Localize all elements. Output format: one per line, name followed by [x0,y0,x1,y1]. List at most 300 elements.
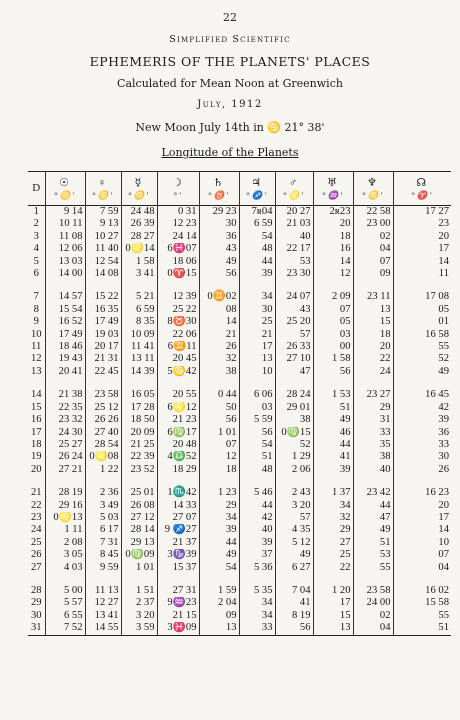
longitude-cell: 1 20 [313,574,353,597]
longitude-cell: 23 11 [353,280,393,303]
longitude-cell: 12 27 [85,597,121,609]
longitude-cell: 2 06 [275,464,313,476]
day-cell: 17 [30,426,42,438]
longitude-cell: 6 55 [45,610,85,622]
longitude-cell: 6 27 [275,562,313,574]
longitude-cell: 7 59 [85,206,121,219]
longitude-cell: 39 [393,414,451,426]
longitude-cell: 52 [393,353,451,365]
table-row [28,341,451,353]
longitude-cell: 23 [393,218,451,230]
longitude-cell: 11 [393,268,451,280]
column-header [199,172,239,206]
section-heading [0,146,460,159]
longitude-cell: 14 [199,316,239,328]
longitude-cell: 13 [239,353,275,365]
section-heading-text: Longitude of the Planets [161,146,299,159]
day-cell: 26 [30,549,42,561]
longitude-cell: 3 05 [45,549,85,561]
longitude-cell: 33 [239,622,275,635]
longitude-cell: 7 04 [275,574,313,597]
longitude-cell: 51 [313,402,353,414]
longitude-cell: 13 [199,622,239,635]
planet-symbol: ☽ [172,176,182,189]
longitude-cell: 1 58 [313,353,353,365]
longitude-cell: 27 31 [157,574,199,597]
longitude-cell: 33 [393,439,451,451]
longitude-cell: 20 55 [157,378,199,401]
longitude-cell: 29 13 [121,537,157,549]
longitude-cell: 52 [275,439,313,451]
longitude-cell: 56 [199,414,239,426]
longitude-cell: 26 24 [45,451,85,463]
table-row [28,610,451,622]
longitude-cell: 18 50 [121,414,157,426]
longitude-cell: 48 [239,464,275,476]
longitude-cell: 35 [353,439,393,451]
longitude-cell: 46 [313,427,353,439]
longitude-cell: 25 27 [45,439,85,451]
column-header [85,172,121,206]
longitude-cell: 11 41 [121,341,157,353]
longitude-cell: 0♊02 [199,280,239,303]
longitude-cell: 24 07 [275,280,313,303]
longitude-cell: 34 [313,500,353,512]
longitude-cell: 23 58 [85,378,121,401]
day-cell: 5 [33,255,39,267]
longitude-cell: 14 39 [121,366,157,378]
longitude-cell: 39 [239,537,275,549]
day-cell: 10 [30,328,42,340]
column-units: ° ♋ ' [361,190,383,200]
longitude-cell: 54 [239,231,275,243]
column-units: ° ♌ ' [282,190,304,200]
column-header [313,172,353,206]
longitude-cell: 18 [353,329,393,341]
longitude-cell: 34 [239,280,275,303]
ephemeris-table [28,171,451,636]
table-row [28,329,451,341]
longitude-cell: 29 23 [199,206,239,219]
longitude-cell: 43 [199,243,239,255]
longitude-cell: 15 58 [393,597,451,609]
longitude-cell: 2 36 [85,476,121,499]
longitude-cell: 57 [275,512,313,524]
longitude-cell: 9 13 [85,218,121,230]
longitude-cell: 28 24 [275,378,313,401]
day-cell: 1 [33,206,39,217]
longitude-cell: 21 15 [157,610,199,622]
longitude-cell: 2 09 [313,280,353,303]
longitude-cell: 40 [275,231,313,243]
longitude-cell: 57 [275,329,313,341]
longitude-cell: 21 31 [85,353,121,365]
longitude-cell: 16 58 [393,329,451,341]
longitude-cell: 24 48 [121,206,157,219]
longitude-cell: 1 53 [313,378,353,401]
longitude-cell: 03 [313,329,353,341]
longitude-cell: 49 [353,524,393,536]
table-row [28,537,451,549]
longitude-cell: 20 48 [157,439,199,451]
table-row [28,414,451,426]
longitude-cell: 24 00 [353,597,393,609]
longitude-cell: 03 [239,402,275,414]
longitude-cell: 14 57 [45,280,85,303]
longitude-cell: 3 59 [121,622,157,635]
longitude-cell: 33 [353,427,393,439]
longitude-cell: 4 03 [45,562,85,574]
longitude-cell: 40 [239,524,275,536]
longitude-cell: 15 [313,610,353,622]
longitude-cell: 16 45 [393,378,451,401]
longitude-cell: 14 33 [157,500,199,512]
planet-symbol: D [32,182,41,195]
longitude-cell: 22 06 [157,329,199,341]
longitude-cell: 39 [239,268,275,280]
column-header [45,172,85,206]
longitude-cell: 2 43 [275,476,313,499]
longitude-cell: 34 [199,512,239,524]
longitude-cell: 6 17 [85,524,121,536]
longitude-cell: 49 [199,256,239,268]
longitude-cell: 12 [313,268,353,280]
longitude-cell: 0♍09 [121,549,157,561]
longitude-cell: 43 [275,304,313,316]
longitude-cell: 1 22 [85,464,121,476]
longitude-cell: 17 08 [393,280,451,303]
longitude-cell: 44 [313,439,353,451]
longitude-cell: 26 08 [121,500,157,512]
longitude-cell: 3 20 [121,610,157,622]
table-row [28,439,451,451]
longitude-cell: 1 29 [275,451,313,463]
table-row [28,243,451,255]
longitude-cell: 34 [239,610,275,622]
day-cell: 27 [30,561,42,573]
longitude-cell: 49 [199,549,239,561]
longitude-cell: 7ʀ04 [239,206,275,219]
longitude-cell: 10 11 [45,218,85,230]
longitude-cell: 12 06 [45,243,85,255]
table-row [28,476,451,499]
longitude-cell: 16 02 [393,574,451,597]
longitude-cell: 21 37 [157,537,199,549]
longitude-cell: 07 [393,549,451,561]
day-cell: 28 [30,584,42,596]
page-subtitle: Calculated for Mean Noon at Greenwich [117,77,343,90]
longitude-cell: 21 23 [157,414,199,426]
longitude-cell: 2ʀ23 [313,206,353,219]
day-cell: 13 [30,365,42,377]
longitude-cell: 13 03 [45,256,85,268]
day-cell: 23 [30,511,42,523]
day-cell: 24 [30,524,42,536]
longitude-cell: 36 [393,427,451,439]
longitude-cell: 16 35 [85,304,121,316]
longitude-cell: 56 [199,268,239,280]
longitude-cell: 10 [239,366,275,378]
longitude-cell: 56 [275,622,313,635]
longitude-cell: 14 08 [85,268,121,280]
longitude-cell: 26 33 [275,341,313,353]
longitude-cell: 41 [275,597,313,609]
table-row [28,597,451,609]
longitude-cell: 18 [199,464,239,476]
day-cell: 19 [30,451,42,463]
longitude-cell: 26 [199,341,239,353]
longitude-cell: 0♌13 [45,512,85,524]
table-row [28,562,451,574]
longitude-cell: 09 [199,610,239,622]
longitude-cell: 5 35 [239,574,275,597]
longitude-cell: 23 00 [353,218,393,230]
longitude-cell: 05 [313,316,353,328]
longitude-cell: 21 [199,329,239,341]
longitude-cell: 40 [353,464,393,476]
longitude-cell: 1 11 [45,524,85,536]
longitude-cell: 20 [313,218,353,230]
longitude-cell: 14 [393,256,451,268]
longitude-cell: 1♏42 [157,476,199,499]
longitude-cell: 16 [313,243,353,255]
longitude-cell: 28 19 [45,476,85,499]
column-header [393,172,451,206]
longitude-cell: 1 01 [121,562,157,574]
longitude-cell: 20 41 [45,366,85,378]
longitude-cell: 4 35 [275,524,313,536]
longitude-cell: 29 16 [45,500,85,512]
longitude-cell: 39 [199,524,239,536]
table-row [28,231,451,243]
longitude-cell: 0♍15 [275,427,313,439]
longitude-cell: 2 04 [199,597,239,609]
longitude-cell: 25 22 [157,304,199,316]
longitude-cell: 17 27 [393,206,451,219]
longitude-cell: 16 23 [393,476,451,499]
longitude-cell: 29 [353,402,393,414]
longitude-cell: 5 59 [239,414,275,426]
longitude-cell: 1 51 [121,574,157,597]
planet-symbol: ♃ [251,176,261,189]
longitude-cell: 13 [353,304,393,316]
column-units: ° ♋ ' [91,190,113,200]
day-cell: 20 [30,463,42,475]
longitude-cell: 1 59 [199,574,239,597]
longitude-cell: 49 [275,549,313,561]
longitude-cell: 15 22 [85,280,121,303]
longitude-cell: 08 [199,304,239,316]
longitude-cell: 28 14 [121,524,157,536]
longitude-cell: 3♓09 [157,622,199,635]
longitude-cell: 00 [313,341,353,353]
longitude-cell: 1 58 [121,256,157,268]
longitude-cell: 11 08 [45,231,85,243]
longitude-cell: 53 [275,256,313,268]
longitude-cell: 29 [313,524,353,536]
longitude-cell: 20 [393,500,451,512]
longitude-cell: 44 [353,500,393,512]
table-row [28,280,451,303]
longitude-cell: 3 20 [275,500,313,512]
longitude-cell: 5 36 [239,562,275,574]
longitude-cell: 26 39 [121,218,157,230]
longitude-cell: 29 01 [275,402,313,414]
day-cell: 22 [30,499,42,511]
longitude-cell: 5 46 [239,476,275,499]
longitude-cell: 02 [353,231,393,243]
longitude-cell: 27 10 [275,353,313,365]
longitude-cell: 24 [353,366,393,378]
longitude-cell: 38 [353,451,393,463]
longitude-cell: 14 00 [45,268,85,280]
longitude-cell: 22 39 [121,451,157,463]
longitude-cell: 0 44 [199,378,239,401]
longitude-cell: 22 [353,353,393,365]
longitude-cell: 17 49 [85,316,121,328]
longitude-cell: 13 41 [85,610,121,622]
day-cell: 6 [33,268,39,280]
longitude-cell: 01 [393,316,451,328]
longitude-cell: 20 [353,341,393,353]
column-units: ° ♋ ' [127,190,149,200]
column-header [275,172,313,206]
longitude-cell: 27 [313,537,353,549]
longitude-cell: 31 [353,414,393,426]
day-cell: 9 [33,316,39,328]
longitude-cell: 14 [393,524,451,536]
table-row [28,268,451,280]
longitude-cell: 15 [353,316,393,328]
longitude-cell: 02 [353,610,393,622]
longitude-cell: 55 [393,341,451,353]
table-row [28,622,451,635]
longitude-cell: 34 [239,597,275,609]
day-cell: 12 [30,353,42,365]
longitude-cell: 19 03 [85,329,121,341]
longitude-cell: 41 [313,451,353,463]
longitude-cell: 20 [393,231,451,243]
longitude-cell: 20 45 [157,353,199,365]
longitude-cell: 12 54 [85,256,121,268]
longitude-cell: 07 [199,439,239,451]
longitude-cell: 25 20 [275,316,313,328]
longitude-cell: 21 03 [275,218,313,230]
longitude-cell: 21 25 [121,439,157,451]
longitude-cell: 8 45 [85,549,121,561]
longitude-cell: 48 [239,243,275,255]
longitude-cell: 5 03 [85,512,121,524]
table-row [28,206,451,219]
longitude-cell: 22 [313,562,353,574]
column-header [353,172,393,206]
day-cell: 8 [33,303,39,315]
longitude-cell: 50 [199,402,239,414]
column-units: ° ♉ ' [207,190,229,200]
longitude-cell: 6♍17 [157,427,199,439]
longitude-cell: 44 [239,256,275,268]
day-cell: 15 [30,401,42,413]
longitude-cell: 3 41 [121,268,157,280]
longitude-cell: 38 [199,366,239,378]
longitude-cell: 07 [353,256,393,268]
longitude-cell: 54 [239,439,275,451]
day-cell: 18 [30,438,42,450]
longitude-cell: 47 [353,512,393,524]
longitude-cell: 20 17 [85,341,121,353]
longitude-cell: 11 40 [85,243,121,255]
longitude-cell: 0 31 [157,206,199,219]
longitude-cell: 8 19 [275,610,313,622]
longitude-cell: 10 [393,537,451,549]
longitude-cell: 32 [313,512,353,524]
table-row [28,378,451,401]
longitude-cell: 55 [353,562,393,574]
longitude-cell: 26 26 [85,414,121,426]
longitude-cell: 18 [313,231,353,243]
longitude-cell: 6 59 [121,304,157,316]
day-cell: 3 [33,230,39,242]
longitude-cell: 17 [239,341,275,353]
planet-symbol: ♆ [367,176,377,189]
longitude-cell: 51 [353,537,393,549]
longitude-cell: 04 [353,622,393,635]
table-header-row [28,172,451,206]
longitude-cell: 25 01 [121,476,157,499]
day-cell: 25 [30,536,42,548]
longitude-cell: 7 31 [85,537,121,549]
longitude-cell: 29 [199,500,239,512]
longitude-cell: 6♌12 [157,402,199,414]
longitude-cell: 16 05 [121,378,157,401]
longitude-cell: 18 46 [45,341,85,353]
longitude-cell: 22 45 [85,366,121,378]
longitude-cell: 25 [313,549,353,561]
table-row [28,366,451,378]
column-header [28,172,45,206]
longitude-cell: 56 [313,366,353,378]
table-row [28,218,451,230]
table-row [28,316,451,328]
new-moon-note: New Moon July 14th in ♋ 21° 38' [135,121,325,134]
longitude-cell: 17 [313,597,353,609]
table-row [28,574,451,597]
longitude-cell: 5 57 [45,597,85,609]
longitude-cell: 09 [353,268,393,280]
longitude-cell: 04 [393,562,451,574]
table-row [28,427,451,439]
longitude-cell: 5 21 [121,280,157,303]
day-cell: 16 [30,414,42,426]
day-cell: 29 [30,597,42,609]
table-row [28,524,451,536]
longitude-cell: 49 [313,414,353,426]
day-cell: 30 [30,609,42,621]
longitude-cell: 7 52 [45,622,85,635]
longitude-cell: 12 [199,451,239,463]
planet-symbol: ♅ [327,176,337,189]
longitude-cell: 0♌14 [121,243,157,255]
longitude-cell: 17 [393,512,451,524]
longitude-cell: 12 23 [157,218,199,230]
column-header [239,172,275,206]
longitude-cell: 22 58 [353,206,393,219]
publication-name: Simplified Scientific [169,34,291,45]
longitude-cell: 23 42 [353,476,393,499]
page-title: EPHEMERIS OF THE PLANETS' PLACES [89,54,371,69]
table-row [28,256,451,268]
longitude-cell: 23 58 [353,574,393,597]
